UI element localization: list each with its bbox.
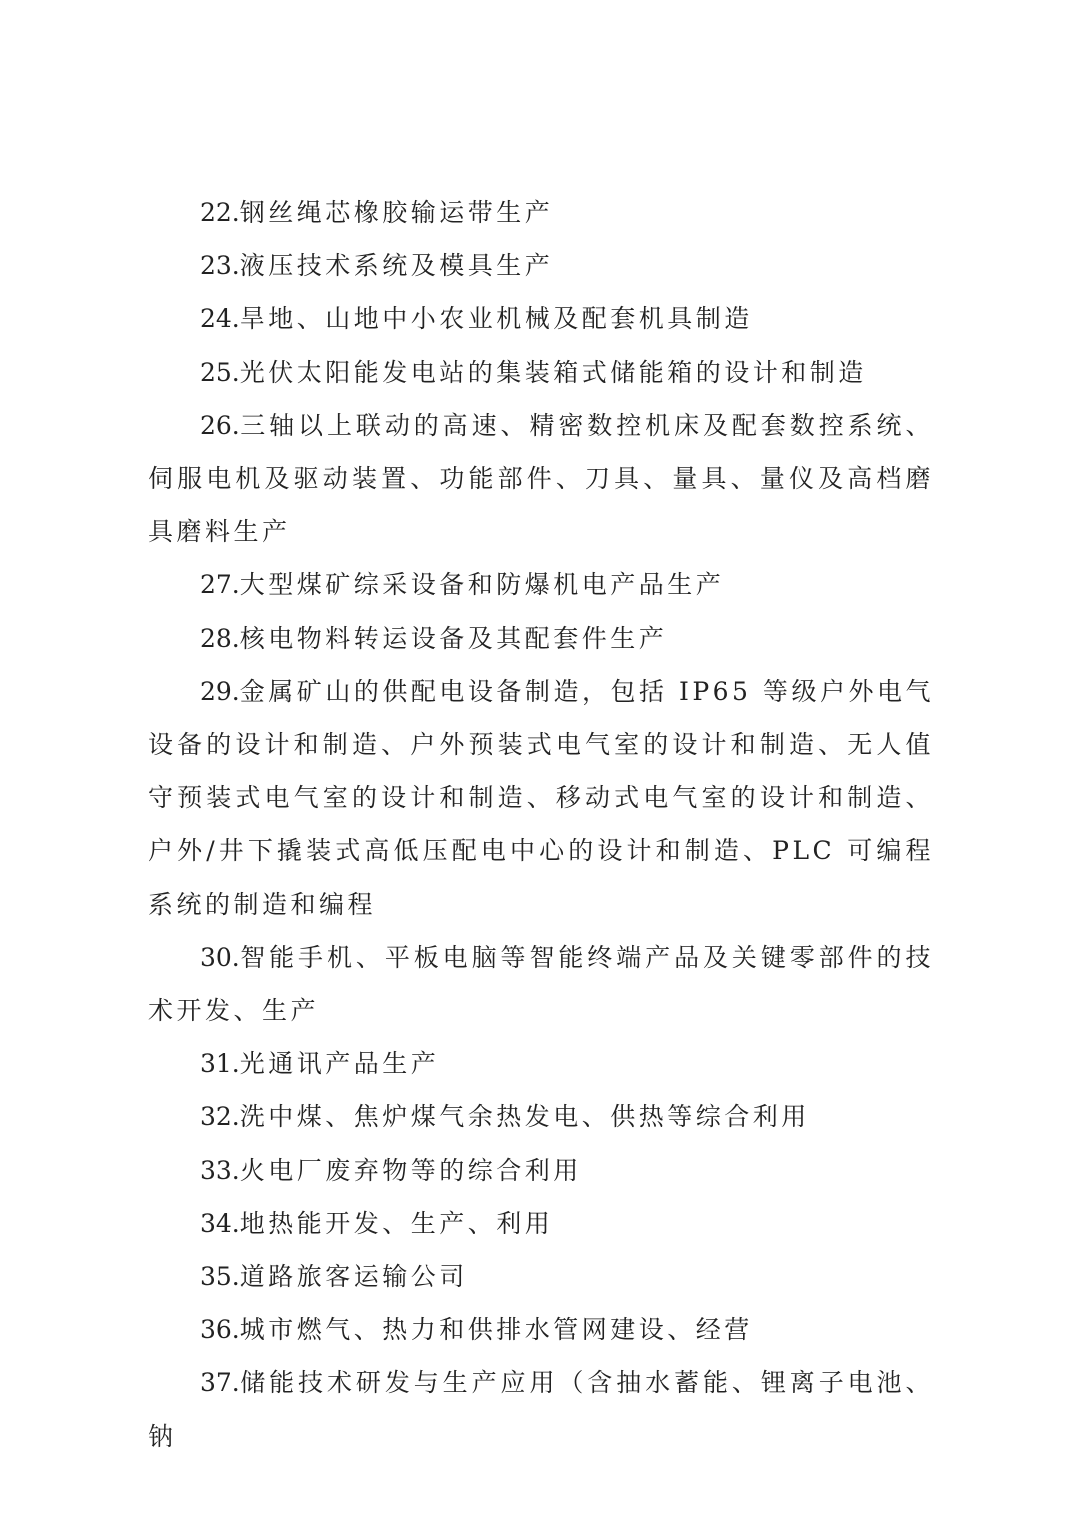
item-text: 储能技术研发与生产应用（含抽水蓄能、锂离子电池、钠	[148, 1368, 934, 1451]
item-text: 智能手机、平板电脑等智能终端产品及关键零部件的技术开发、生产	[148, 942, 934, 1026]
list-item-31	[148, 1037, 934, 1090]
item-text: 液压技术系统及模具生产	[239, 251, 554, 281]
list-item-36	[148, 1303, 934, 1356]
item-number: 28.	[200, 623, 240, 653]
item-number: 22.	[200, 198, 240, 227]
list-item-29	[148, 665, 934, 931]
item-text: 城市燃气、热力和供排水管网建设、经营	[239, 1315, 753, 1345]
item-number: 30.	[200, 942, 240, 972]
item-text: 金属矿山的供配电设备制造，包括 IP65 等级户外电气设备的设计和制造、户外预装式电气室的设计和制造、无人值守预装式电气室的设计和制造、移动式电气室的设计和制造、户外/井下撬装式高低压配电中心的设计和制造、PLC 可编程系统的制造和编程	[148, 676, 934, 919]
item-number: 29.	[200, 676, 240, 706]
item-number: 24.	[200, 304, 240, 334]
item-number: 36.	[200, 1315, 240, 1345]
item-number: 34.	[200, 1208, 240, 1238]
list-item-26	[148, 399, 934, 559]
item-text: 大型煤矿综采设备和防爆机电产品生产	[239, 570, 725, 600]
item-number: 31.	[200, 1049, 240, 1079]
item-text: 光通讯产品生产	[239, 1049, 440, 1079]
list-item-34	[148, 1197, 934, 1250]
item-text: 核电物料转运设备及其配套件生产	[239, 623, 668, 653]
item-number: 35.	[200, 1262, 240, 1292]
item-number: 25.	[200, 357, 240, 387]
item-number: 33.	[200, 1155, 240, 1185]
list-item-27	[148, 558, 934, 611]
item-number: 26.	[200, 410, 240, 440]
item-text: 道路旅客运输公司	[239, 1262, 468, 1292]
item-number: 37.	[200, 1368, 240, 1398]
list-item-33	[148, 1144, 934, 1197]
list-item-28	[148, 612, 934, 665]
list-item-30	[148, 931, 934, 1037]
item-text: 洗中煤、焦炉煤气余热发电、供热等综合利用	[239, 1102, 810, 1132]
document-body	[148, 186, 934, 1463]
item-text: 火电厂废弃物等的综合利用	[239, 1155, 582, 1185]
item-number: 32.	[200, 1102, 240, 1132]
item-number: 23.	[200, 251, 240, 281]
item-text: 光伏太阳能发电站的集装箱式储能箱的设计和制造	[239, 357, 867, 387]
list-item-22	[148, 186, 934, 239]
item-text: 旱地、山地中小农业机械及配套机具制造	[239, 304, 753, 334]
item-text: 钢丝绳芯橡胶输运带生产	[239, 198, 554, 227]
list-item-35	[148, 1250, 934, 1303]
list-item-23	[148, 239, 934, 292]
list-item-24	[148, 292, 934, 345]
list-item-25	[148, 346, 934, 399]
list-item-32	[148, 1090, 934, 1143]
item-text: 地热能开发、生产、利用	[239, 1208, 554, 1238]
list-item-37	[148, 1356, 934, 1462]
item-number: 27.	[200, 570, 240, 600]
item-text: 三轴以上联动的高速、精密数控机床及配套数控系统、伺服电机及驱动装置、功能部件、刀具、量具、量仪及高档磨具磨料生产	[148, 410, 934, 547]
